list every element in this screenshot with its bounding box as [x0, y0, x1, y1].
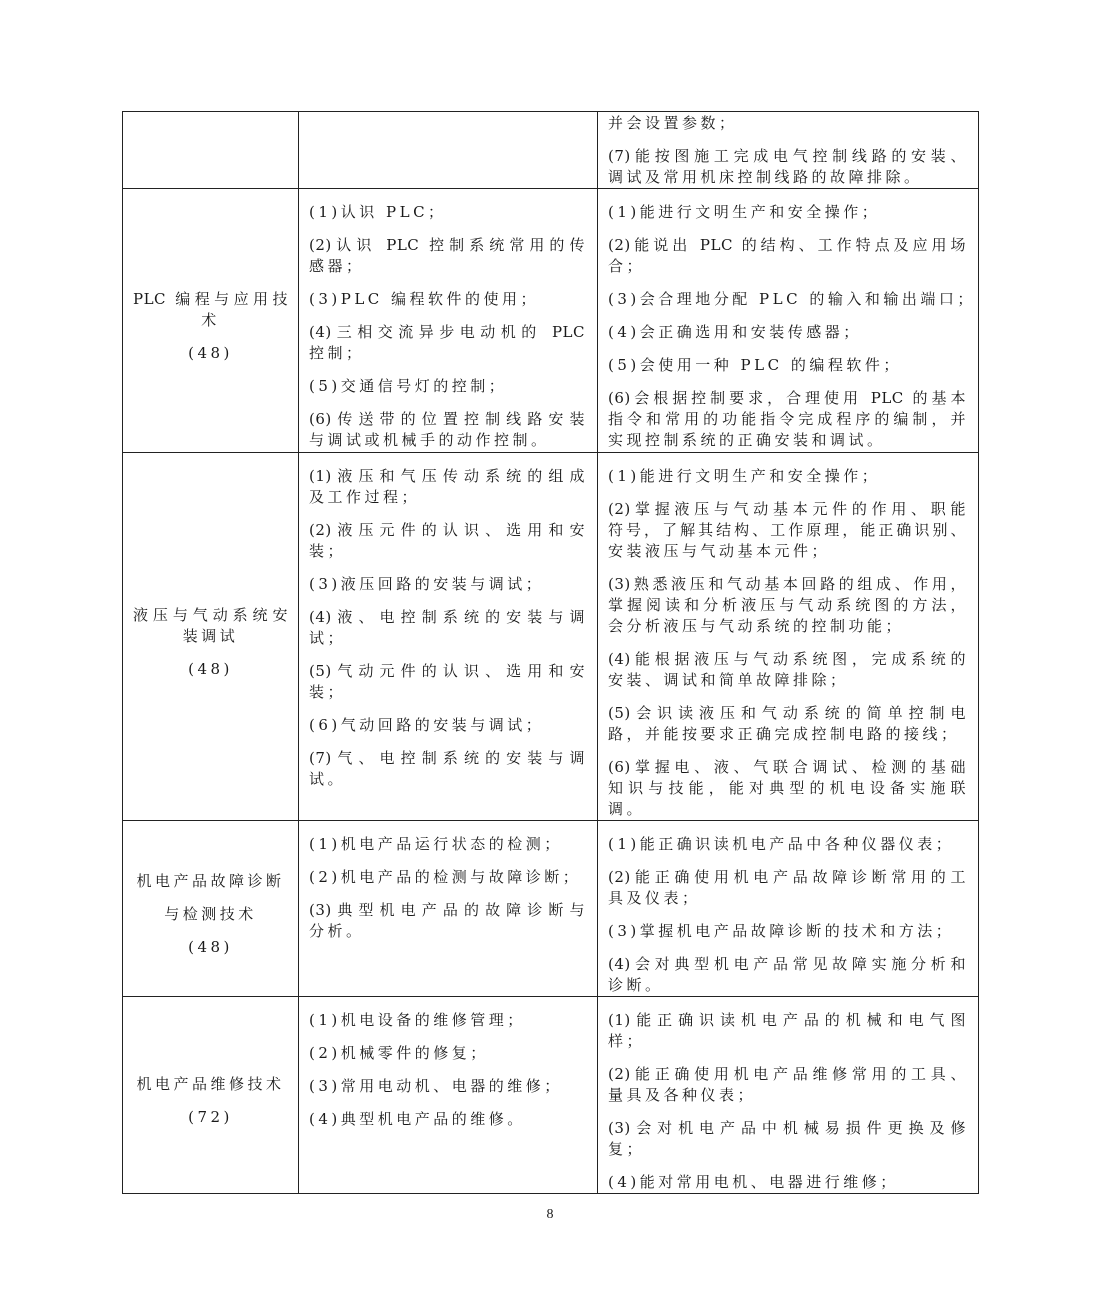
requirement-item [608, 113, 966, 134]
text-line: (4)三相交流异步电动机的 PLC [309, 323, 585, 341]
text-line: (3)会合理地分配 PLC 的输入和输出端口； [608, 290, 976, 308]
text-line: 调试及常用机床控制线路的故障排除。 [608, 168, 923, 186]
text-line: 机电产品维修技术 [136, 1075, 285, 1093]
text-line: (3)会对机电产品中机械易损件更换及修 [608, 1119, 966, 1137]
text-line: (3)液压回路的安装与调试； [309, 575, 545, 593]
page-number: 8 [546, 1207, 554, 1222]
text-line: (6)会根据控制要求，合理使用 PLC 的基本 [608, 389, 966, 407]
text-line: (2)认识 PLC 控制系统常用的传 [309, 236, 585, 254]
requirement-item [608, 954, 966, 996]
curriculum-table [122, 111, 979, 1194]
text-line: (7)气、电控制系统的安装与调 [309, 749, 585, 767]
text-line: (1)液压和气压传动系统的组成 [309, 467, 585, 485]
requirement-item [608, 146, 966, 188]
curriculum-table-body [123, 112, 979, 1194]
text-line: (1)机电设备的维修管理； [309, 1011, 526, 1029]
text-line: 掌握阅读和分析液压与气动系统图的方法， [608, 596, 966, 614]
requirement-item [608, 202, 966, 223]
text-line: (1)机电产品运行状态的检测； [309, 835, 563, 853]
course-hours [133, 937, 288, 958]
requirement-cell [598, 112, 979, 189]
text-line: (1)认识 PLC； [309, 203, 447, 221]
course-row [123, 821, 979, 997]
text-line: (48) [188, 344, 233, 362]
text-line: 诊断。 [608, 976, 664, 994]
text-line: 知识与技能，能对典型的机电设备实施联 [608, 779, 966, 797]
text-line: (6)传送带的位置控制线路安装 [309, 410, 585, 428]
text-line: (3)常用电动机、电器的维修； [309, 1077, 563, 1095]
course-name-cell [123, 453, 299, 821]
text-line: (2)机电产品的检测与故障诊断； [309, 868, 582, 886]
text-line: 实现控制系统的正确安装和调试。 [608, 431, 886, 449]
content-item [309, 661, 585, 703]
content-item [309, 1010, 585, 1031]
content-item [309, 900, 585, 942]
text-line: 液压与气动系统安 [133, 606, 288, 624]
text-line: (1)能进行文明生产和安全操作； [608, 467, 881, 485]
content-item [309, 1109, 585, 1130]
text-line: 分析。 [309, 922, 365, 940]
text-line: 样； [608, 1032, 646, 1050]
text-line: (2)能正确使用机电产品维修常用的工具、 [608, 1065, 966, 1083]
content-item [309, 1043, 585, 1064]
content-item [309, 202, 585, 223]
requirement-item [608, 757, 966, 820]
text-line: (1)能正确识读机电产品中各种仪器仪表； [608, 835, 955, 853]
text-line: 安装、调试和简单故障排除； [608, 671, 849, 689]
requirement-cell [598, 453, 979, 821]
text-line: 试。 [309, 770, 347, 788]
requirement-item [608, 649, 966, 691]
course-row [123, 189, 979, 453]
text-line: (4)典型机电产品的维修。 [309, 1110, 526, 1128]
text-line: 合； [608, 257, 646, 275]
text-line: (3)熟悉液压和气动基本回路的组成、作用， [608, 575, 966, 593]
content-item [309, 834, 585, 855]
text-line: (5)会识读液压和气动系统的简单控制电 [608, 704, 966, 722]
text-line: (4)能根据液压与气动系统图，完成系统的 [608, 650, 966, 668]
text-line: (3)典型机电产品的故障诊断与 [309, 901, 585, 919]
content-item [309, 409, 585, 451]
course-name-cell [123, 821, 299, 997]
content-item [309, 1076, 585, 1097]
text-line: (2)液压元件的认识、选用和安 [309, 521, 585, 539]
text-line: 复； [608, 1140, 646, 1158]
text-line: 具及仪表； [608, 889, 701, 907]
requirement-item [608, 574, 966, 637]
requirement-item [608, 1118, 966, 1160]
requirement-item [608, 1010, 966, 1052]
requirement-item [608, 1064, 966, 1106]
text-line: 装调试 [182, 627, 239, 645]
course-row [123, 997, 979, 1194]
content-item [309, 867, 585, 888]
course-row [123, 112, 979, 189]
text-line: 调。 [608, 800, 646, 818]
text-line: (48) [188, 660, 233, 678]
text-line: (5)交通信号灯的控制； [309, 377, 508, 395]
content-cell [299, 997, 598, 1194]
content-item [309, 607, 585, 649]
content-cell [299, 453, 598, 821]
text-line: (4)会对典型机电产品常见故障实施分析和 [608, 955, 966, 973]
course-name [133, 904, 288, 925]
text-line: 及工作过程； [309, 488, 421, 506]
course-row [123, 453, 979, 821]
course-name [133, 1074, 288, 1095]
course-hours [133, 659, 288, 680]
text-line: (4)液、电控制系统的安装与调 [309, 608, 585, 626]
text-line: (3)PLC 编程软件的使用； [309, 290, 540, 308]
content-cell [299, 189, 598, 453]
text-line: 安装液压与气动基本元件； [608, 542, 831, 560]
course-name [133, 871, 288, 892]
content-item [309, 466, 585, 508]
requirement-item [608, 289, 976, 310]
requirement-item [608, 466, 966, 487]
text-line: (4)会正确选用和安装传感器； [608, 323, 862, 341]
text-line: (2)能说出 PLC 的结构、工作特点及应用场 [608, 236, 966, 254]
content-item [309, 235, 585, 277]
course-name-cell [123, 997, 299, 1194]
requirement-item [608, 499, 966, 562]
text-line: (4)能对常用电机、电器进行维修； [608, 1173, 899, 1191]
text-line: (3)掌握机电产品故障诊断的技术和方法； [608, 922, 955, 940]
text-line: 感器； [309, 257, 365, 275]
content-item [309, 376, 585, 397]
text-line: 装； [309, 542, 347, 560]
course-name [133, 289, 288, 331]
content-item [309, 715, 585, 736]
content-item [309, 289, 585, 310]
text-line: 量具及各种仪表； [608, 1086, 757, 1104]
course-name [133, 605, 288, 647]
text-line: 机电产品故障诊断 [136, 872, 285, 890]
text-line: 指令和常用的功能指令完成程序的编制，并 [608, 410, 966, 428]
text-line: (6)气动回路的安装与调试； [309, 716, 545, 734]
text-line: 与检测技术 [164, 905, 257, 923]
content-cell [299, 821, 598, 997]
text-line: PLC 编程与应用技 [133, 290, 288, 308]
text-line: 试； [309, 629, 347, 647]
course-name-cell [123, 189, 299, 453]
text-line: (5)气动元件的认识、选用和安 [309, 662, 585, 680]
requirement-item [608, 867, 966, 909]
course-hours [133, 343, 288, 364]
text-line: 与调试或机械手的动作控制。 [309, 431, 550, 449]
requirement-item [608, 322, 966, 343]
course-hours [133, 1107, 288, 1128]
content-cell [299, 112, 598, 189]
text-line: 术 [201, 311, 220, 329]
requirement-item [608, 388, 966, 451]
text-line: 会分析液压与气动系统的控制功能； [608, 617, 905, 635]
text-line: (7)能按图施工完成电气控制线路的安装、 [608, 147, 966, 165]
requirement-item [608, 834, 966, 855]
text-line: (6)掌握电、液、气联合调试、检测的基础 [608, 758, 966, 776]
text-line: (2)能正确使用机电产品故障诊断常用的工 [608, 868, 966, 886]
requirement-cell [598, 997, 979, 1194]
text-line: 装； [309, 683, 347, 701]
content-item [309, 748, 585, 790]
text-line: 符号，了解其结构、工作原理，能正确识别、 [608, 521, 966, 539]
text-line: (1)能进行文明生产和安全操作； [608, 203, 881, 221]
requirement-item [608, 355, 966, 376]
requirement-item [608, 1172, 966, 1193]
requirement-item [608, 921, 966, 942]
text-line: (2)掌握液压与气动基本元件的作用、职能 [608, 500, 966, 518]
content-item [309, 520, 585, 562]
text-line: (72) [188, 1108, 233, 1126]
text-line: 路，并能按要求正确完成控制电路的接线； [608, 725, 960, 743]
text-line: (5)会使用一种 PLC 的编程软件； [608, 356, 902, 374]
requirement-item [608, 235, 966, 277]
content-item [309, 322, 585, 364]
requirement-item [608, 703, 966, 745]
text-line: 并会设置参数； [608, 114, 738, 132]
text-line: (1)能正确识读机电产品的机械和电气图 [608, 1011, 966, 1029]
text-line: 控制； [309, 344, 365, 362]
requirement-cell [598, 821, 979, 997]
content-item [309, 574, 585, 595]
text-line: (48) [188, 938, 233, 956]
text-line: (2)机械零件的修复； [309, 1044, 489, 1062]
course-name-cell [123, 112, 299, 189]
requirement-cell [598, 189, 979, 453]
